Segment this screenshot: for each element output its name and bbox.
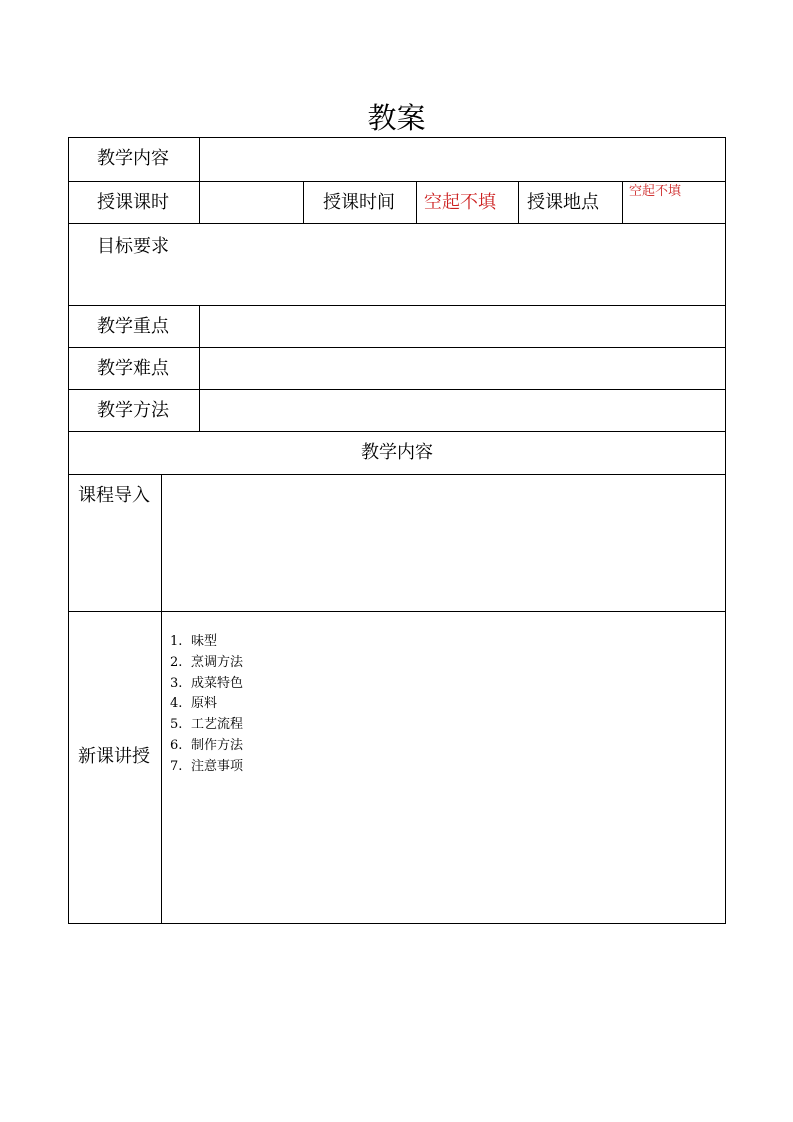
list-item-text: 成菜特色 [191, 675, 244, 691]
document-title: 教案 [367, 101, 426, 135]
new-lesson-label: 新课讲授 [78, 746, 150, 767]
class-place-label: 授课地点 [527, 192, 599, 213]
methods-value-cell[interactable] [199, 389, 726, 432]
list-item [170, 715, 243, 736]
list-item-number: 7. [170, 758, 183, 774]
new-lesson-content-cell[interactable] [161, 611, 726, 924]
new-lesson-list [170, 632, 243, 778]
class-time-value: 空起不填 [424, 192, 496, 213]
objectives-label: 目标要求 [97, 236, 169, 257]
difficulties-label: 教学难点 [97, 358, 169, 379]
list-item [170, 674, 243, 695]
class-hours-value-cell[interactable] [199, 181, 304, 224]
intro-content-cell[interactable] [161, 474, 726, 612]
list-item-text: 注意事项 [191, 758, 244, 774]
list-item-number: 6. [170, 737, 183, 753]
list-item-text: 原料 [191, 696, 218, 712]
teaching-content-label: 教学内容 [97, 148, 169, 169]
list-item-text: 制作方法 [191, 737, 244, 753]
list-item [170, 653, 243, 674]
list-item [170, 736, 243, 757]
list-item [170, 694, 243, 715]
key-points-value-cell[interactable] [199, 305, 726, 348]
list-item-text: 味型 [191, 634, 218, 649]
list-item-number: 2. [170, 654, 183, 670]
list-item-number: 1. [170, 634, 183, 649]
list-item-number: 5. [170, 717, 183, 733]
list-item-number: 3. [170, 675, 183, 691]
list-item-text: 烹调方法 [191, 654, 244, 670]
list-item-text: 工艺流程 [191, 717, 244, 733]
class-time-label: 授课时间 [323, 192, 395, 213]
list-item-number: 4. [170, 696, 183, 712]
teaching-content-value-cell[interactable] [199, 137, 726, 182]
list-item [170, 757, 243, 778]
list-item [170, 632, 243, 653]
section-header: 教学内容 [361, 442, 433, 463]
class-hours-label: 授课课时 [97, 192, 169, 213]
key-points-label: 教学重点 [97, 316, 169, 337]
difficulties-value-cell[interactable] [199, 347, 726, 390]
methods-label: 教学方法 [97, 400, 169, 421]
intro-label: 课程导入 [78, 485, 150, 506]
class-place-value: 空起不填 [629, 184, 682, 199]
